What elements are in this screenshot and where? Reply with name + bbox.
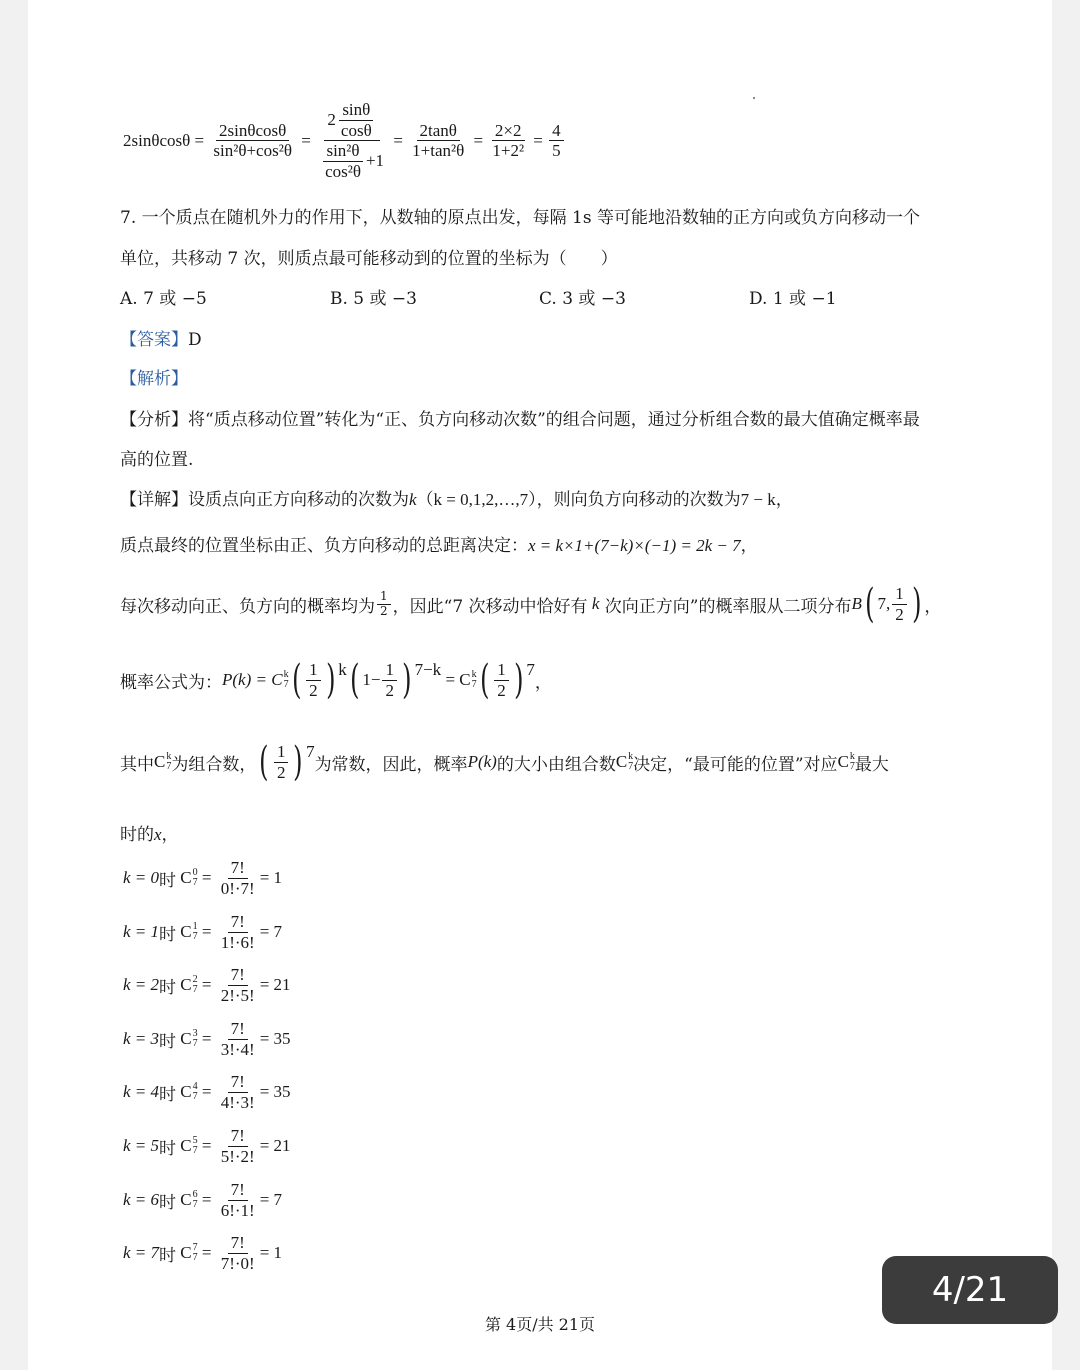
- combination-row: k = 5 时 C 5 7 = $\frac{7!}{5!\cdot 2!}$ = 21: [123, 1126, 291, 1166]
- fenxi-tag: 【分析】: [120, 410, 188, 430]
- detail-line-4: 概率公式为： P(k) = C k 7 ( $\frac{1}{2}$ ) k ( 1− $\frac{1}{2}$ ) 7−k = C k 7 ( $\frac{1}{2}$ ) 7 ，: [120, 657, 552, 704]
- question-line-2: 单位，共移动 7 次，则质点最可能移动到的位置的坐标为（ ）: [120, 249, 618, 269]
- option-c: C. 3 或 −3: [539, 289, 626, 309]
- option-b: B. 5 或 −3: [330, 289, 417, 309]
- combination-row: k = 3 时 C 3 7 = $\frac{7!}{3!\cdot 4!}$ = 35: [123, 1019, 291, 1059]
- combination-row: k = 7 时 C 7 7 = $\frac{7!}{7!\cdot 0!}$ = 1: [123, 1233, 283, 1273]
- combination-row: k = 1 时 C 1 7 = $\frac{7!}{1!\cdot 6!}$ = 7: [123, 912, 283, 952]
- detail-line-6: 时的x，: [120, 825, 179, 845]
- option-a: A. 7 或 −5: [120, 289, 207, 309]
- page-counter-badge: 4/21: [882, 1256, 1058, 1324]
- option-d: D. 1 或 −1: [749, 289, 837, 309]
- detail-line-2: 质点最终的位置坐标由正、负方向移动的总距离决定：x = k×1+(7−k)×(−1) = 2k − 7，: [120, 536, 758, 556]
- eq-frac-2: 2 $\frac{\sin\theta}{\cos\theta}$ $\frac{\text{sin²θ}}{\text{cos²θ}}$ +1: [325, 100, 385, 181]
- detail-line-3: 每次移动向正、负方向的概率均为 $\frac{1}{2}$ ，因此“7 次移动中恰好有 k 次向正方向”的概率服从二项分布 B ( 7, $\frac{1}{2}$ ) ，: [120, 581, 942, 628]
- combination-row: k = 2 时 C 2 7 = $\frac{7!}{2!\cdot 5!}$ = 21: [123, 965, 291, 1005]
- answer-tag: 【答案】: [120, 330, 188, 350]
- analysis-tag: 【解析】: [120, 369, 188, 389]
- combination-row: k = 0 时 C 0 7 = $\frac{7!}{0!\cdot 7!}$ = 1: [123, 858, 283, 898]
- detail-line-5: 其中 C k 7 为组合数， ( $\frac{1}{2}$ ) 7 为常数，因此，概率 P(k) 的大小由组合数 C k 7 决定，“最可能的位置”对应 C k 7 最大: [120, 739, 889, 786]
- detail-tag: 【详解】: [120, 490, 188, 510]
- eq-frac-3: $\frac{2\tan\theta}{\text{1+tan²θ}}$: [412, 120, 465, 161]
- equation-top: 2sinθcosθ = $\frac{2\sin\theta\cos\theta}{\text{sin²θ+cos²θ}}$ = 2 $\frac{\sin\theta}{\cos\theta}$ $\frac{\text{sin²θ}}{\text{cos²θ}}$ +1 = $\frac{2\tan\theta}{\text{1+tan²θ}}$ = $\frac{2\times 2}{\text{1+2²}}$ = $\frac{4}{5}$: [123, 100, 566, 181]
- combination-row: k = 6 时 C 6 7 = $\frac{7!}{6!\cdot 1!}$ = 7: [123, 1180, 283, 1220]
- eq-lhs: 2sinθcosθ: [123, 130, 191, 150]
- fenxi-line-2: 高的位置.: [120, 450, 194, 470]
- combination-row: k = 4 时 C 4 7 = $\frac{7!}{4!\cdot 3!}$ = 35: [123, 1072, 291, 1112]
- question-line-1: 7. 一个质点在随机外力的作用下，从数轴的原点出发，每隔 1s 等可能地沿数轴的正方向或负方向移动一个: [120, 208, 920, 228]
- answer-line: [120, 325, 202, 350]
- document-page: [28, 0, 1052, 1370]
- answer-value: D: [188, 330, 202, 350]
- fenxi-line-1: 【分析】将“质点移动位置”转化为“正、负方向移动次数”的组合问题，通过分析组合数的最大值确定概率最: [120, 410, 920, 430]
- eq-frac-4: $\frac{2\times 2}{\text{1+2²}}$: [492, 120, 525, 161]
- detail-line-1: 【详解】设质点向正方向移动的次数为k（k = 0,1,2,…,7），则向负方向移动的次数为7 − k，: [120, 490, 793, 510]
- eq-frac-5: $\frac{4}{5}$: [549, 121, 564, 161]
- eq-frac-1: $\frac{2\sin\theta\cos\theta}{\text{sin²θ+cos²θ}}$: [213, 120, 292, 161]
- page-footer: 第 4页/共 21页: [484, 1315, 596, 1334]
- scan-speck: [753, 97, 755, 99]
